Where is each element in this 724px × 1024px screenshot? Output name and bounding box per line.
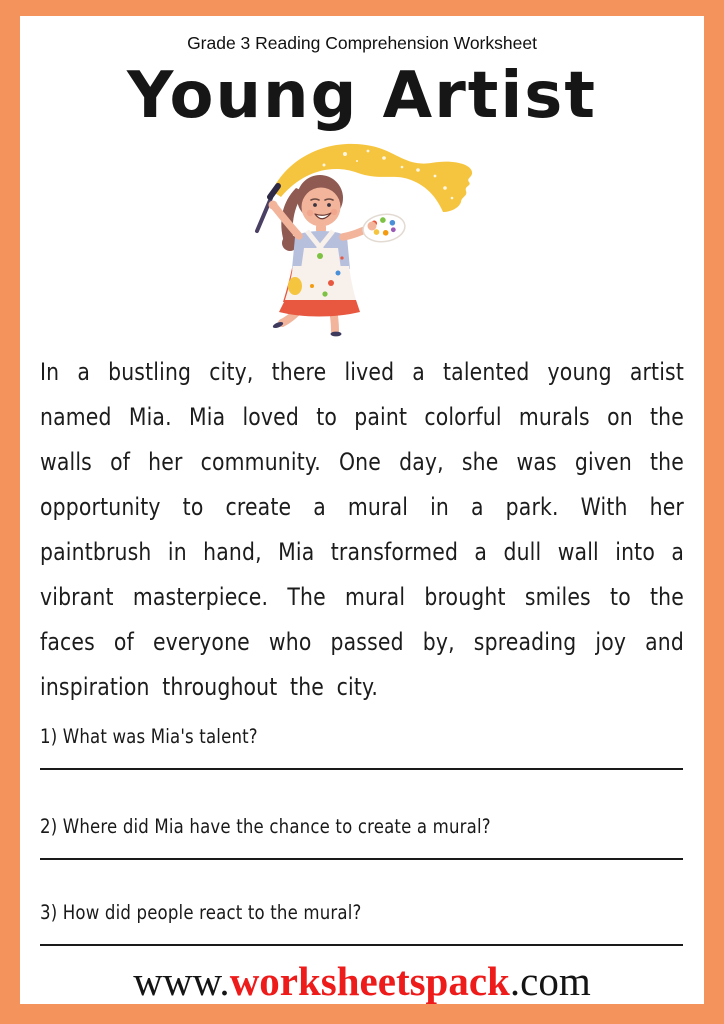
passage-line: walls of her community. One day, she was given the — [40, 448, 684, 476]
girl-artist-illustration — [232, 136, 492, 346]
paintbrush-bristles — [270, 186, 278, 197]
question-1-label: 1) What was Mia's talent? — [40, 725, 258, 748]
question-3-label: 3) How did people react to the mural? — [40, 901, 362, 924]
page-title: Young Artist — [127, 59, 597, 133]
passage-line: faces of everyone who passed by, spreading joy and — [40, 628, 684, 656]
passage-line: named Mia. Mia loved to paint colorful murals on the — [40, 403, 684, 431]
right-sandal — [331, 332, 342, 337]
footer-brand: worksheetspack — [229, 958, 510, 1004]
question-2-label: 2) Where did Mia have the chance to create a mural? — [40, 815, 491, 838]
paintbrush-handle — [257, 198, 271, 231]
passage-line: opportunity to create a mural in a park. With her — [40, 493, 684, 521]
answer-line-2 — [40, 858, 683, 860]
question-2 — [40, 814, 684, 860]
question-3 — [40, 900, 684, 946]
face — [302, 188, 341, 227]
footer-url — [133, 958, 590, 1004]
passage-line: vibrant masterpiece. The mural brought smiles to the — [40, 583, 684, 611]
passage-line: In a bustling city, there lived a talented young artist — [40, 358, 684, 386]
question-1 — [40, 724, 684, 770]
footer-url-prefix: www. — [133, 958, 230, 1004]
passage-line: inspiration throughout the city. — [40, 673, 378, 701]
answer-line-1 — [40, 768, 683, 770]
worksheet-kicker: Grade 3 Reading Comprehension Worksheet — [187, 33, 537, 53]
answer-line-3 — [40, 944, 683, 946]
footer-url-suffix: .com — [509, 958, 591, 1004]
left-hand — [269, 201, 278, 210]
reading-passage — [40, 350, 684, 710]
worksheet-page — [20, 16, 704, 1004]
right-hand — [368, 222, 377, 231]
passage-line: paintbrush in hand, Mia transformed a dull wall into a — [40, 538, 684, 566]
skirt-hem — [279, 300, 360, 317]
